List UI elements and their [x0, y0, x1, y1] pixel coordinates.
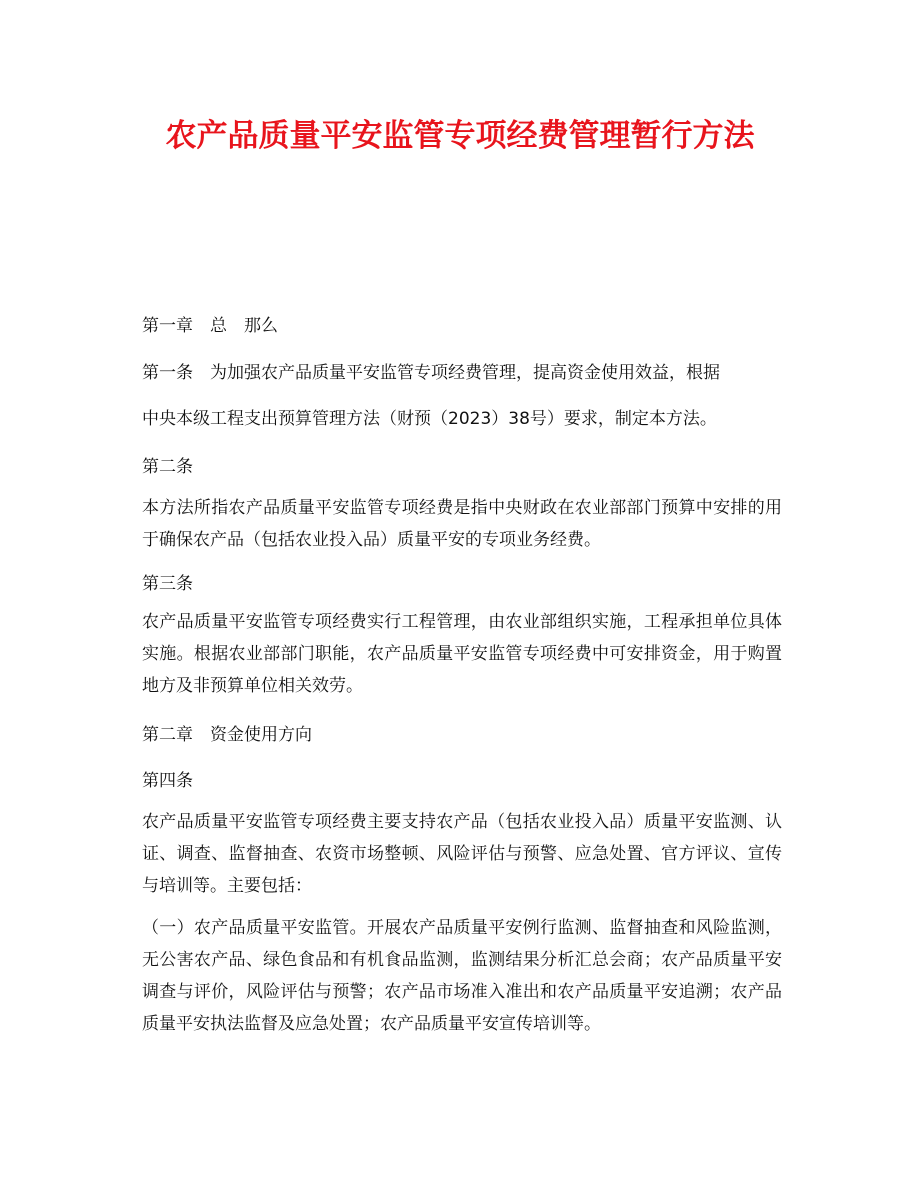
article-3-body: 农产品质量平安监管专项经费实行工程管理，由农业部组织实施，工程承担单位具体实施。根据农业部部门职能，农产品质量平安监管专项经费中可安排资金，用于购置地方及非预算单位相关效劳。: [142, 612, 782, 696]
article-4-heading: 第四条: [142, 771, 193, 791]
document-title: 农产品质量平安监管专项经费管理暂行方法: [165, 118, 755, 154]
article-4-body: 农产品质量平安监管专项经费主要支持农产品（包括农业投入品）质量平安监测、认证、调查、监督抽查、农资市场整顿、风险评估与预警、应急处置、官方评议、宣传与培训等。主要包括：: [142, 812, 782, 896]
article-2-body: 本方法所指农产品质量平安监管专项经费是指中央财政在农业部部门预算中安排的用于确保农产品（包括农业投入品）质量平安的专项业务经费。: [142, 498, 782, 550]
article-2-heading: 第二条: [142, 457, 193, 477]
article-1-line-2: 中央本级工程支出预算管理方法（财预（2023）38号）要求，制定本方法。: [142, 409, 717, 429]
article-3-heading: 第三条: [142, 574, 193, 594]
article-4-item-1: （一）农产品质量平安监管。开展农产品质量平安例行监测、监督抽查和风险监测，无公害农产品、绿色食品和有机食品监测，监测结果分析汇总会商；农产品质量平安调查与评价，风险评估与预警；农产品市场准入准出和农产品质量平安追溯；农产品质量平安执法监督及应急处置；农产品质量平安宣传培训等。: [142, 918, 782, 1034]
article-1-line-1: 第一条 为加强农产品质量平安监管专项经费管理，提高资金使用效益，根据: [142, 363, 720, 383]
chapter-2-heading: 第二章 资金使用方向: [142, 725, 312, 745]
chapter-1-heading: 第一章 总 那么: [142, 316, 278, 336]
